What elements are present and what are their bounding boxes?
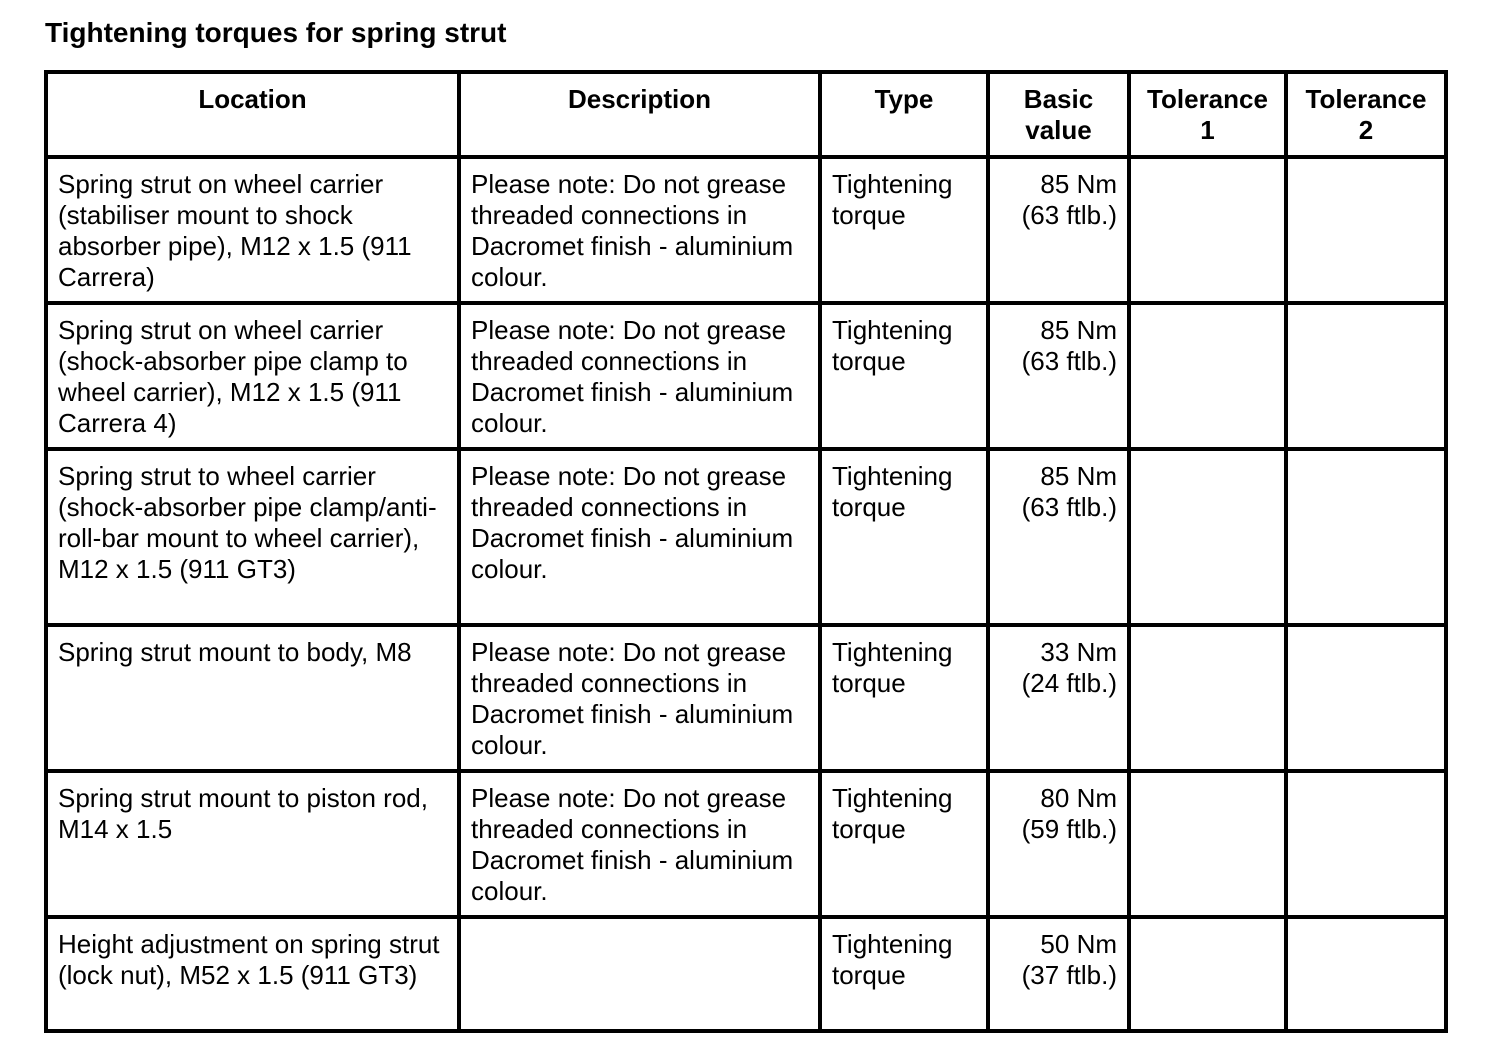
cell-location: Spring strut on wheel carrier (stabiliser mount to shock absorber pipe), M12 x 1.5 (911 Carrera) [46,157,459,303]
cell-tolerance-1 [1129,303,1286,449]
table-row [46,449,1446,625]
cell-basic-value [988,771,1129,917]
cell-tolerance-1 [1129,917,1286,1031]
table-row [46,157,1446,303]
cell-type: Tightening torque [820,917,988,1031]
cell-tolerance-2 [1286,771,1446,917]
cell-location: Spring strut to wheel carrier (shock-absorber pipe clamp/anti-roll-bar mount to wheel carrier), M12 x 1.5 (911 GT3) [46,449,459,625]
header-tolerance-2: Tolerance 2 [1286,72,1446,157]
basic-value-ftlb: (59 ftlb.) [1021,814,1117,844]
cell-tolerance-2 [1286,303,1446,449]
torque-table [44,70,1448,1033]
basic-value-ftlb: (63 ftlb.) [1021,346,1117,376]
cell-basic-value [988,625,1129,771]
cell-basic-value [988,303,1129,449]
cell-description: Please note: Do not grease threaded connections in Dacromet finish - aluminium colour. [459,449,820,625]
cell-description: Please note: Do not grease threaded connections in Dacromet finish - aluminium colour. [459,157,820,303]
cell-description: Please note: Do not grease threaded connections in Dacromet finish - aluminium colour. [459,303,820,449]
page-title: Tightening torques for spring strut [45,17,507,48]
header-location: Location [46,72,459,157]
cell-location: Spring strut on wheel carrier (shock-absorber pipe clamp to wheel carrier), M12 x 1.5 (911 Carrera 4) [46,303,459,449]
cell-tolerance-1 [1129,157,1286,303]
header-tolerance-1: Tolerance 1 [1129,72,1286,157]
cell-basic-value [988,449,1129,625]
cell-type: Tightening torque [820,449,988,625]
cell-description: Please note: Do not grease threaded connections in Dacromet finish - aluminium colour. [459,771,820,917]
cell-location: Spring strut mount to body, M8 [46,625,459,771]
basic-value-nm: 85 Nm [1040,315,1117,345]
cell-tolerance-1 [1129,449,1286,625]
cell-basic-value [988,157,1129,303]
basic-value-ftlb: (37 ftlb.) [1021,960,1117,990]
cell-basic-value [988,917,1129,1031]
cell-tolerance-2 [1286,625,1446,771]
table-row [46,625,1446,771]
basic-value-nm: 50 Nm [1040,929,1117,959]
cell-type: Tightening torque [820,303,988,449]
cell-tolerance-2 [1286,157,1446,303]
basic-value-nm: 33 Nm [1040,637,1117,667]
cell-tolerance-2 [1286,449,1446,625]
table-row [46,917,1446,1031]
basic-value-nm: 85 Nm [1040,461,1117,491]
basic-value-nm: 85 Nm [1040,169,1117,199]
cell-location: Height adjustment on spring strut (lock nut), M52 x 1.5 (911 GT3) [46,917,459,1031]
basic-value-ftlb: (63 ftlb.) [1021,200,1117,230]
cell-type: Tightening torque [820,771,988,917]
cell-location: Spring strut mount to piston rod, M14 x 1.5 [46,771,459,917]
cell-description [459,917,820,1031]
header-type: Type [820,72,988,157]
basic-value-ftlb: (63 ftlb.) [1021,492,1117,522]
cell-type: Tightening torque [820,625,988,771]
table-row [46,303,1446,449]
cell-tolerance-2 [1286,917,1446,1031]
basic-value-nm: 80 Nm [1040,783,1117,813]
cell-tolerance-1 [1129,625,1286,771]
header-basic-value: Basic value [988,72,1129,157]
table-row [46,771,1446,917]
cell-description: Please note: Do not grease threaded connections in Dacromet finish - aluminium colour. [459,625,820,771]
basic-value-ftlb: (24 ftlb.) [1021,668,1117,698]
cell-type: Tightening torque [820,157,988,303]
header-description: Description [459,72,820,157]
table-header-row [46,72,1446,157]
cell-tolerance-1 [1129,771,1286,917]
